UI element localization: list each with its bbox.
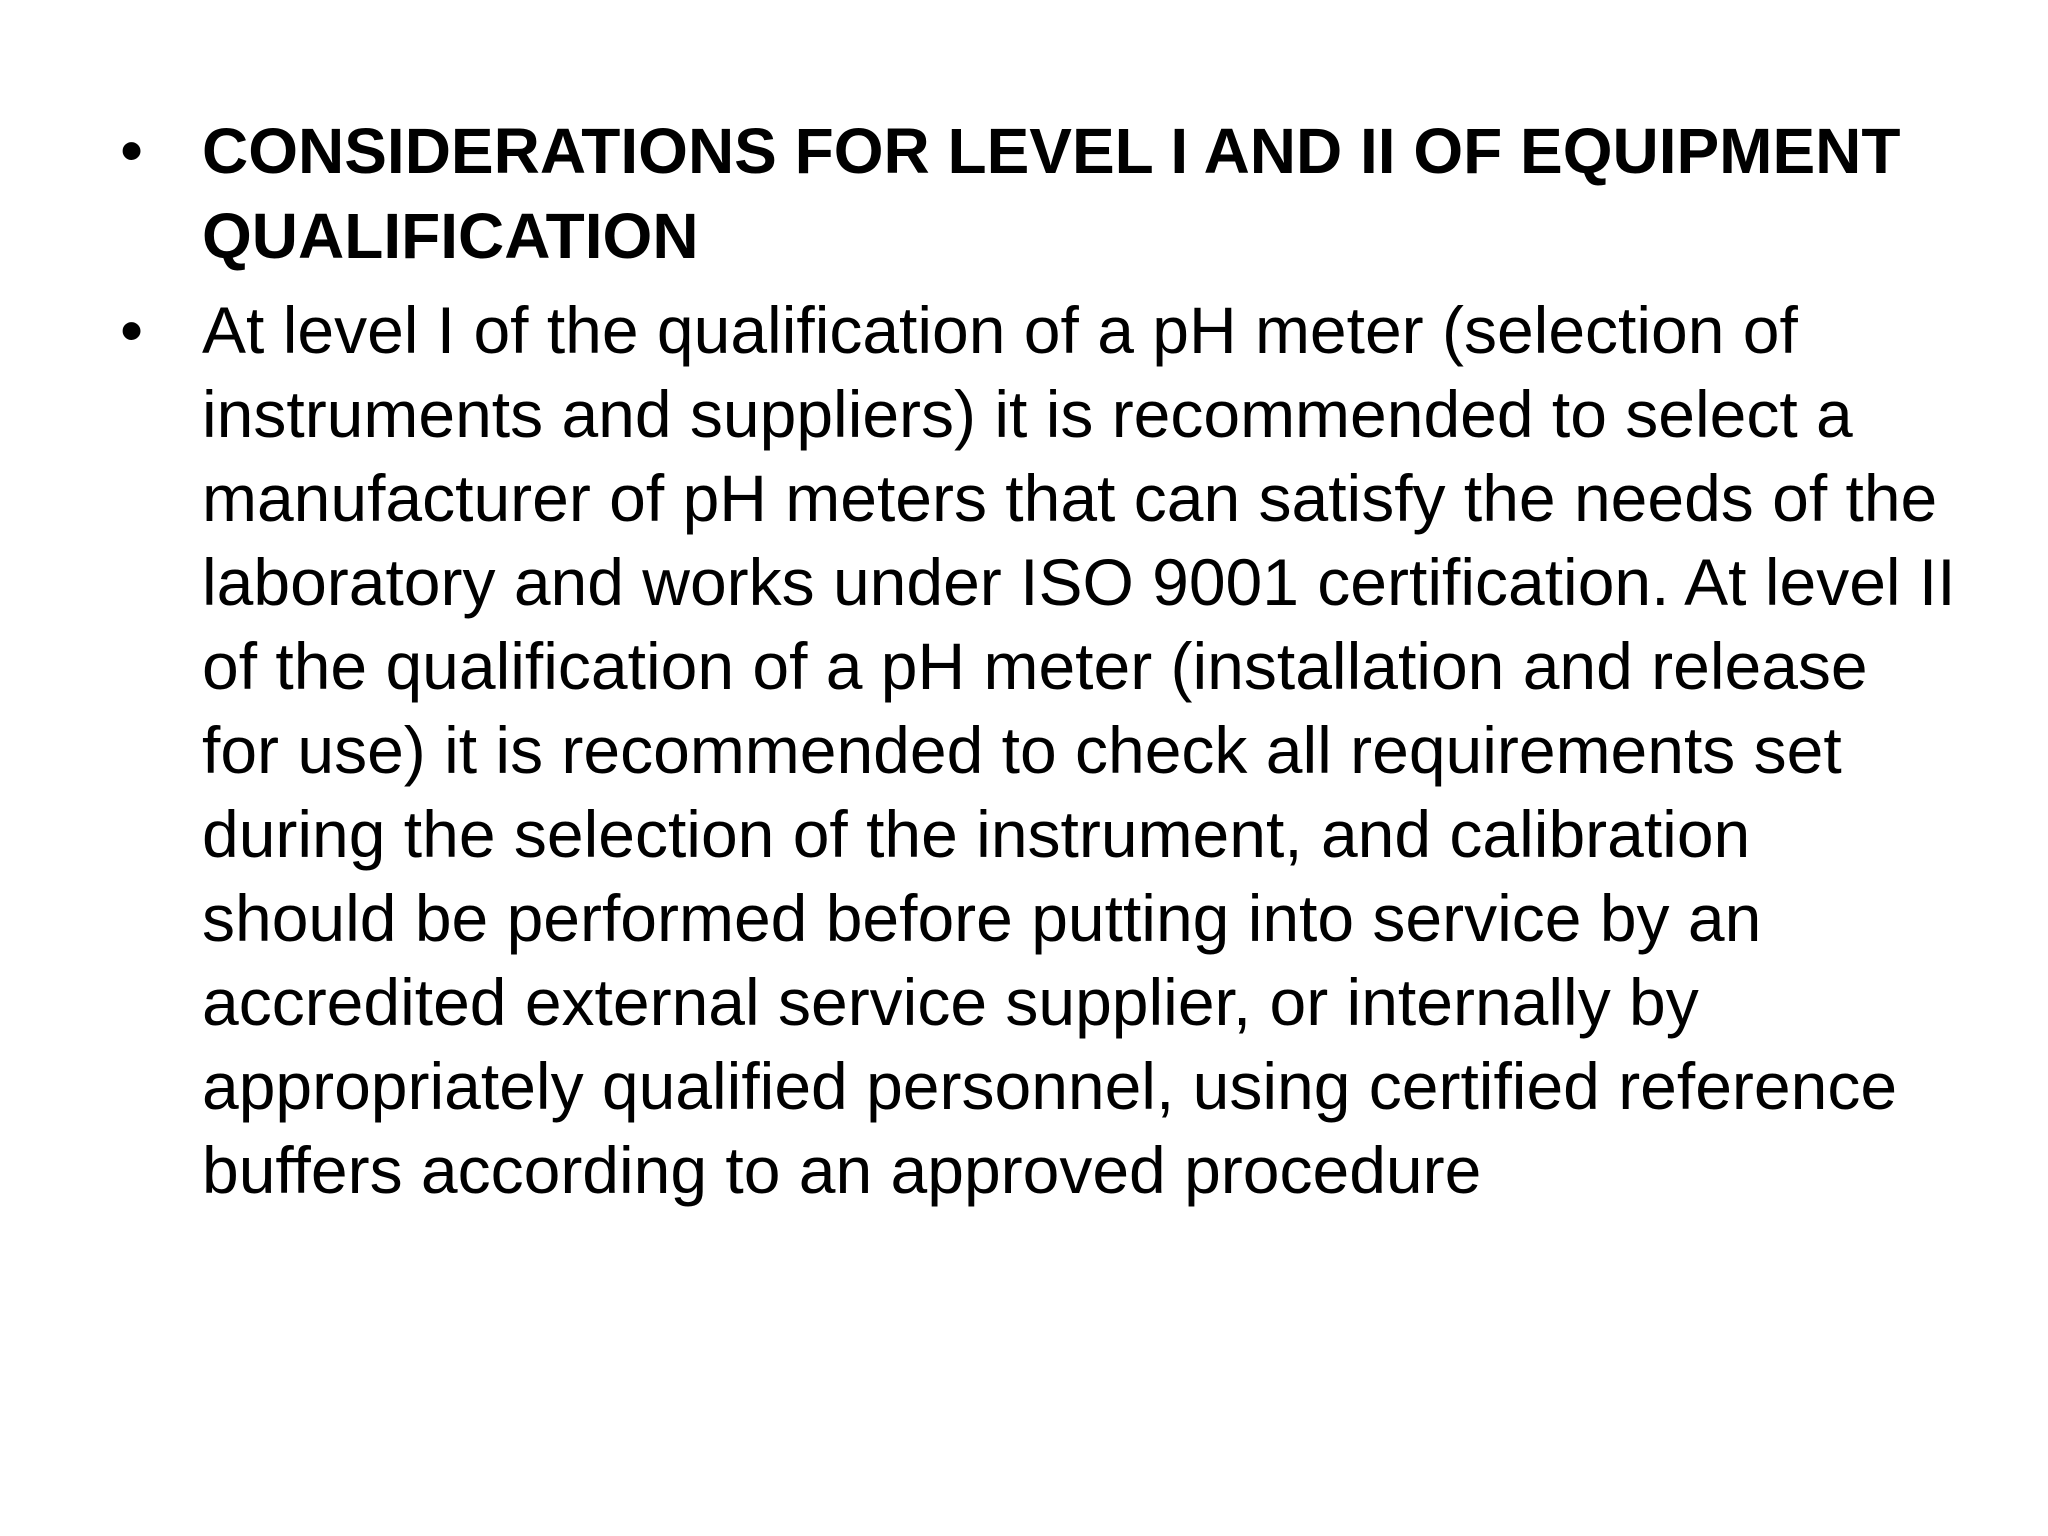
bullet-list xyxy=(120,108,1960,1222)
bullet-marker: • xyxy=(120,113,144,187)
bullet-body-item xyxy=(120,288,1960,1212)
bullet-heading-item xyxy=(120,108,1960,278)
slide-body-text: At level I of the qualification of a pH meter (selection of instruments and suppliers) it is recommended to select a manufacturer of pH meters that can satisfy the needs of the laboratory and works under ISO 9001 certification. At level II of the qualification of a pH meter (installation and release for use) it is recommended to check all requirements set during the selection of the instrument, and calibration should be performed before putting into service by an accredited external service supplier, or internally by appropriately qualified personnel, using certified reference buffers according to an approved procedure xyxy=(202,293,1956,1207)
slide-heading: CONSIDERATIONS FOR LEVEL I AND II OF EQUIPMENT QUALIFICATION xyxy=(202,115,1901,272)
bullet-marker: • xyxy=(120,293,144,367)
